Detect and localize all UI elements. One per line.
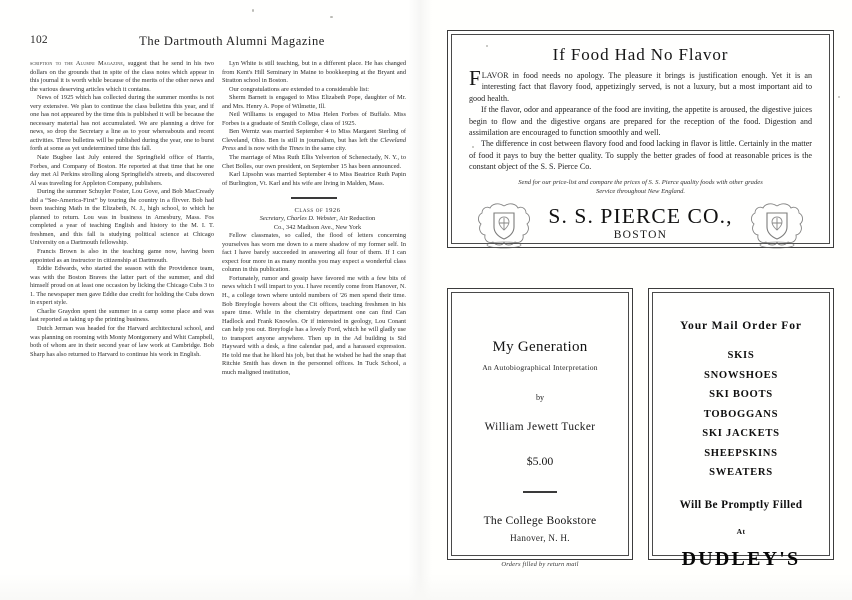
paragraph: Nate Bugbee last July entered the Springfield office of Harris, Forbes, and Company of Boston. He reported at that time that he one day met Al Perkins strolling along Springfield's streets, and discovered Al was traveling for Appleton Company, publishers. xyxy=(30,154,214,187)
page-number: 102 xyxy=(30,34,48,46)
paragraph: Fellow classmates, so called, the flood of letters concerning yourselves has worn me down to a mere shadow of my former self. In fact I have barely succeeded in answering all four of them. If I can expect four more in as many months you may expect a wonderful class column in this publication. xyxy=(222,232,406,274)
right-page xyxy=(420,0,852,600)
paragraph: News of 1925 which has collected during the summer months is not very extensive. We plan to continue the class bulletins this year, and if one has not appeared by the time this is published it will be because the necessary material has not accumulated. We are planning a drive for news, so drop the Secretary a line as to your whereabouts and recent activities. Three bulletins will be published during the year, one to burst forth at some as yet undetermined time this fall. xyxy=(30,94,214,153)
ad-paragraph: If the flavor, odor and appearance of the food are inviting, the appetite is aroused, the digestive juices begin to flow and the digestive organs are prepared for the reception of the food. Digestion and assimilation are encouraged to function smoothly and well. xyxy=(469,105,812,138)
paragraph: Dutch Jerman was headed for the Harvard architectural school, and was planning on rooming with Monty Montgomery and Whit Campbell, both of whom are in their second year of law work at Cambridge. Bob Sharp has also returned to Harvard to continue his work in English. xyxy=(30,324,214,358)
by-label: by xyxy=(535,393,545,402)
paragraph: Sherm Barnett is engaged to Miss Elizabeth Pope, daughter of Mr. and Mrs. Henry A. Pope of Wilmette, Ill. xyxy=(222,94,406,110)
ad-tagline-line-2: Service throughout New England. xyxy=(595,187,686,195)
paragraph: Karl Lipsohn was married September 4 to Miss Beatrice Ruth Papin of Burlington, Vt. Karl and his wife are living in Malden, Mass. xyxy=(222,171,406,187)
ad-paragraph: The difference in cost between flavory food and food lacking in flavor is little. Certainly in the matter of food it pays to buy the better quality. To supply the better grades of food at reasonable prices is the constant object of the S. S. Pierce Co. xyxy=(469,139,812,172)
paragraph: The marriage of Miss Ruth Ellis Yelverton of Schenectady, N. Y., to Chet Bolles, our own president, on September 15 has been announced. xyxy=(222,154,406,170)
bookstore-name: The College Bookstore xyxy=(483,513,597,527)
class-secretary-line: Secretary, Charles D. Webster, Air Reduction xyxy=(259,215,376,223)
section-divider-rule xyxy=(291,197,337,199)
book-title: My Generation xyxy=(492,339,588,355)
ad-at-label: At xyxy=(736,526,746,536)
ad-divider-rule xyxy=(523,491,557,493)
merchandise-list xyxy=(658,346,824,483)
paragraph: Neil Williams is engaged to Miss Helen Forbes of Buffalo. Miss Forbes is a graduate of Smith College, class of 1925. xyxy=(222,111,406,127)
paragraph: Lyn White is still teaching, but in a different place. He has changed from Kent's Hill Seminary in Maine to bookkeeping at the Bryant and Stratton school in Boston. xyxy=(222,60,406,85)
list-item: SNOWSHOES xyxy=(703,369,778,381)
ad-content xyxy=(457,297,623,568)
drop-cap: F xyxy=(469,66,481,90)
advertisement-my-generation xyxy=(447,288,633,568)
list-item: SWEATERS xyxy=(709,467,773,478)
list-item: SHEEPSKINS xyxy=(704,447,778,459)
ad-lead-line: Your Mail Order For xyxy=(680,319,802,332)
text-column-right xyxy=(222,60,406,377)
ad-content xyxy=(658,297,824,570)
order-note: Orders filled by return mail xyxy=(501,560,579,568)
ad-paragraph xyxy=(469,66,812,104)
store-name: DUDLEY'S xyxy=(681,547,801,570)
book-subtitle: An Autobiographical Interpretation xyxy=(482,363,598,372)
ad-tagline xyxy=(461,178,820,196)
advertisement-ss-pierce xyxy=(447,30,834,248)
ad-headline: If Food Had No Flavor xyxy=(552,45,729,64)
ad-company-name: S. S. PIERCE CO., xyxy=(548,204,733,229)
class-heading: Class of 1926 xyxy=(294,206,341,214)
ad-company-city: BOSTON xyxy=(613,229,668,242)
bookstore-city: Hanover, N. H. xyxy=(510,532,570,543)
class-secretary-address: Co., 342 Madison Ave., New York xyxy=(273,223,362,231)
paragraph: scription to the Alumni Magazine, suggest that he send in his two dollars on the grounds that in spite of the class notes which appear in this journal it is worth while because of the merits of the other news and the various deserving articles which it contains. xyxy=(30,60,214,93)
paragraph: Francis Brown is also in the teaching game now, having been appointed as an instructor in citizenship at Dartmouth. xyxy=(30,248,214,264)
book-price: $5.00 xyxy=(526,454,554,468)
ad-logo-row xyxy=(457,198,824,254)
ad-content xyxy=(457,39,824,242)
list-item: SKI BOOTS xyxy=(709,389,773,400)
paragraph: During the summer Schuyler Foster, Lou Gove, and Bob MacCready did a “See-America-First” by touring the country in a flivver. Bob had been teaching Math in the Elizabeth, N. J., high school, to which he planned to return. Lou was in business in Amesbury, Mass. Fos completed a year of teaching English and history to the M. I. T. freshmen, and this fall is studying political science at Chicago University on a Dartmouth fellowship. xyxy=(30,188,214,247)
heraldic-crest-icon xyxy=(746,200,808,250)
list-item: TOBOGGANS xyxy=(703,408,779,420)
ad-paragraph-text: LAVOR in food needs no apology. The pleasure it brings is justification enough. Yet it is an interesting fact that flavory food, appetizingly served, is not a luxury, but a most important aid to good health. xyxy=(469,71,812,103)
ad-tagline-line-1: Send for our price-list and compare the prices of S. S. Pierce quality foods with other grades xyxy=(518,178,763,186)
paragraph: Charlie Graydon spent the summer in a camp some place and was last reported as taking up the printing business. xyxy=(30,307,214,324)
ad-fill-line: Will Be Promptly Filled xyxy=(679,498,803,511)
book-author: William Jewett Tucker xyxy=(484,421,596,433)
paragraph: Our congratulations are extended to a considerable list: xyxy=(229,85,370,93)
advertisement-dudleys xyxy=(648,288,834,570)
page-header xyxy=(30,34,390,52)
running-head: The Dartmouth Alumni Magazine xyxy=(139,34,325,48)
list-item: SKIS xyxy=(727,350,755,361)
paragraph: Eddie Edwards, who started the season with the Providence team, was with the Boston Braves the latter part of the summer, and did himself proud on at least one occasion by licking the Chicago Cubs 3 to 1. The newspaper men gave Eddie due credit for holding the Cubs down in expert style. xyxy=(30,265,214,307)
left-page xyxy=(0,0,420,600)
text-column-left xyxy=(30,60,214,359)
paragraph: Fortunately, rumor and gossip have favored me with a few bits of news which I will impart to you. I have recently come from Hanover, N. H., a college town where untold numbers of '26 men spend their time. Bob Breyfogle hovers about the Cit offices, teaching freshmen in his spare time. While in the chemistry department one can find Can Hadlock and Frank Knowles. Or if interested in geology, Lou Conant can help you out. Breyfogle has a lovely Ford, which he will gladly use to transport anyone anywhere. Then up in the Ad building is Sid Hayward with a desk, a fine calendar pad, and a harassed expression. He told me that he liked his job, but that he wished he had the snap that Ritchie Smith has down in the personnel offices. In Tuck School, a much maligned institution, xyxy=(222,274,406,376)
list-item: SKI JACKETS xyxy=(702,428,780,439)
paragraph: Ben Werntz was married September 4 to Miss Margaret Sterling of Cleveland, Ohio. Ben is still in journalism, but has left the Cleveland Press and is now with the Times in the same city. xyxy=(222,128,406,153)
